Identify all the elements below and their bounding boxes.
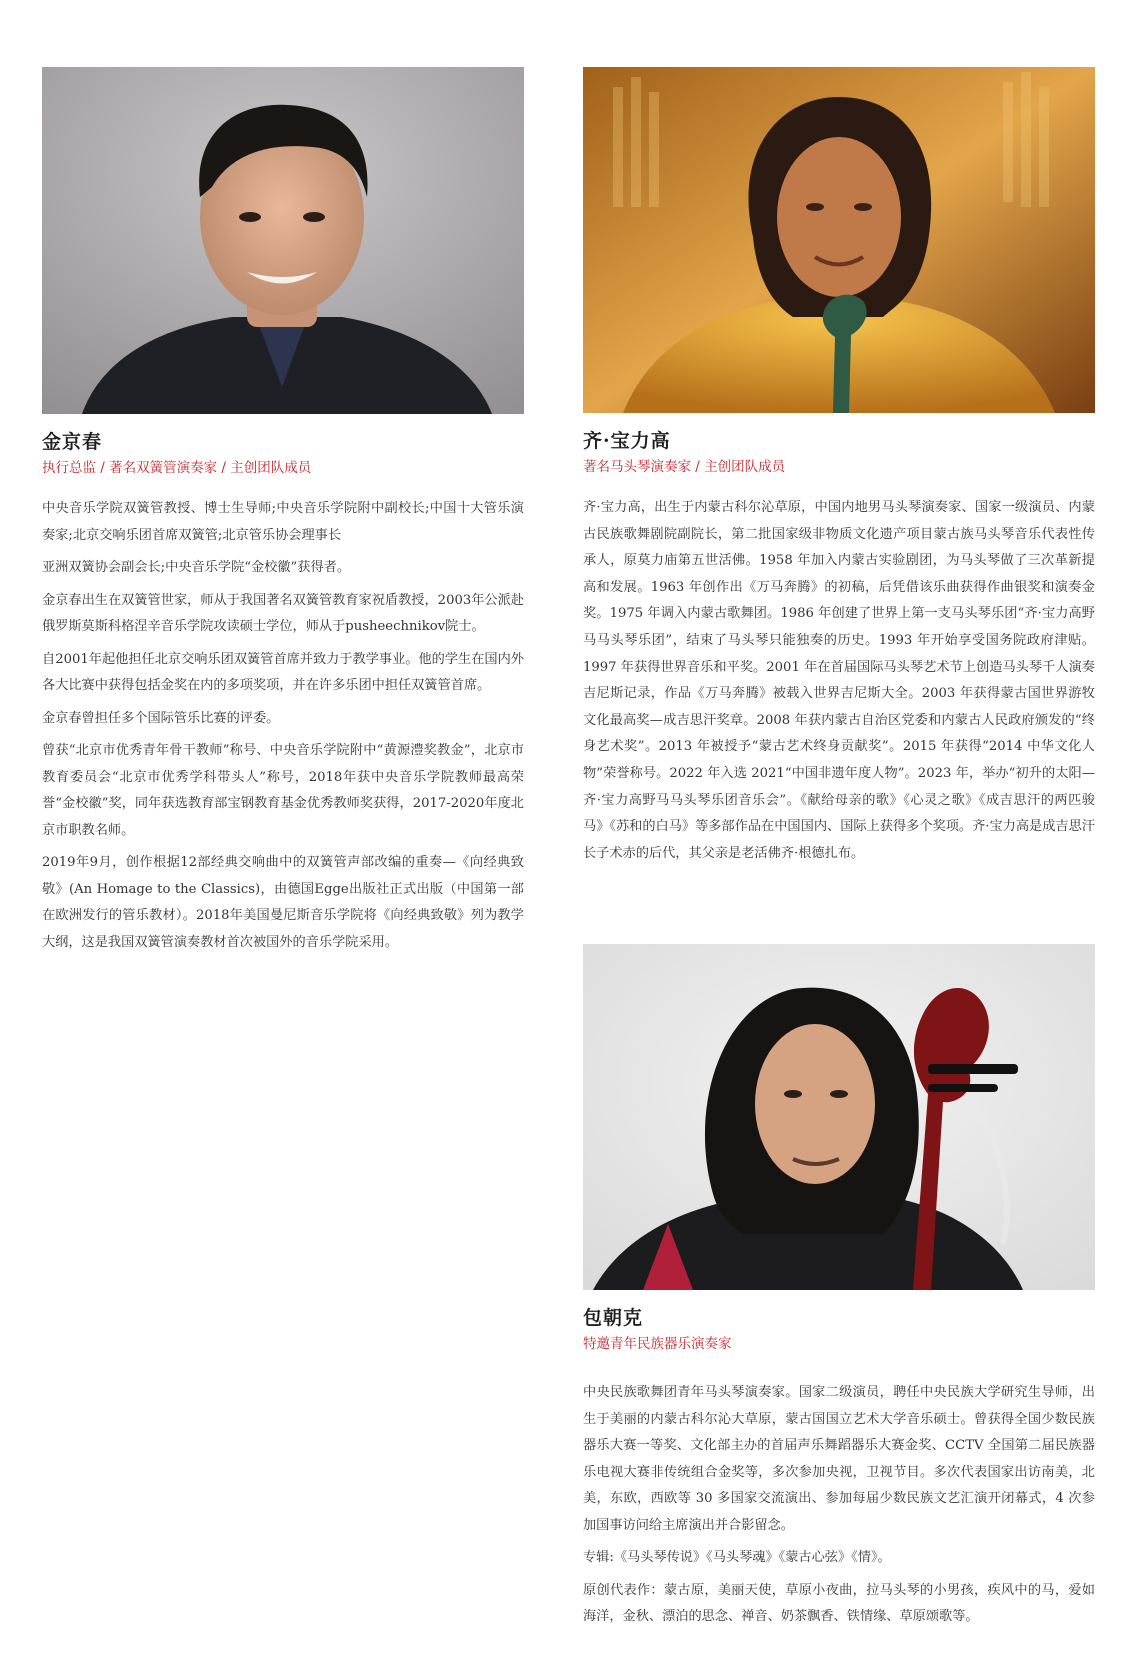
person-role: 特邀青年民族器乐演奏家 (583, 1336, 732, 1352)
portrait-photo-jin (42, 67, 524, 414)
bio-paragraph: 齐·宝力高，出生于内蒙古科尔沁草原，中国内地男马头琴演奏家、国家一级演员、内蒙古民族歌舞剧院副院长，第二批国家级非物质文化遗产项目蒙古族马头琴音乐代表性传承人，原莫力庙第五世活佛。1958 年加入内蒙古实验剧团，为马头琴做了三次革新提高和发展。1963 年创作出《万马奔腾》的初稿，后凭借该乐曲获得作曲银奖和演奏金奖。1975 年调入内蒙古歌舞团。1986 年创建了世界上第一支马头琴乐团“齐·宝力高野马马头琴乐团”，结束了马头琴只能独奏的历史。1993 年开始享受国务院政府津贴。1997 年获得世界音乐和平奖。2001 年在首届国际马头琴艺术节上创造马头琴千人演奏吉尼斯记录，作品《万马奔腾》被载入世界吉尼斯大全。2003 年获得蒙古国世界游牧文化最高奖—成吉思汗奖章。2008 年获内蒙古自治区党委和内蒙古人民政府颁发的“终身艺术奖”。2013 年被授予“蒙古艺术终身贡献奖”。2015 年获得“2014 中华文化人物”荣誉称号。2022 年入选 2021“中国非遗年度人物”。2023 年，举办“初升的太阳—齐·宝力高野马马头琴乐团音乐会”。《献给母亲的歌》《心灵之歌》《成吉思汗的两匹骏马》《苏和的白马》等多部作品在中国国内、国际上获得多个奖项。齐·宝力高是成吉思汗长子术赤的后代，其父亲是老活佛齐·根德扎布。 (583, 500, 1095, 861)
person-name: 金京春 (42, 431, 103, 453)
bio-paragraph: 中央音乐学院双簧管教授、博士生导师;中央音乐学院附中副校长;中国十大管乐演奏家;北京交响乐团首席双簧管;北京管乐协会理事长 (42, 501, 524, 543)
bio-paragraph: 曾获“北京市优秀青年骨干教师”称号、中央音乐学院附中“黄源澧奖教金”，北京市教育委员会“北京市优秀学科带头人”称号，2018年获中央音乐学院教师最高荣誉“金校徽”奖，同年获选教育部宝钢教育基金优秀教师奖获得，2017-2020年度北京市职教名师。 (42, 743, 524, 838)
bio-text (583, 495, 1095, 867)
person-name: 齐·宝力高 (583, 430, 671, 452)
bio-paragraph: 中央民族歌舞团青年马头琴演奏家。国家二级演员，聘任中央民族大学研究生导师，出生于美丽的内蒙古科尔沁大草原，蒙古国国立艺术大学音乐硕士。曾获得全国少数民族器乐大赛一等奖、文化部主办的首届声乐舞蹈器乐大赛金奖、CCTV 全国第二届民族器乐电视大赛非传统组合金奖等，多次参加央视，卫视节目。多次代表国家出访南美，北美，东欧，西欧等 30 多国家交流演出、参加每届少数民族文艺汇演开闭幕式，4 次参加国事访问给主席演出并合影留念。 (583, 1385, 1095, 1533)
person-role: 著名马头琴演奏家 / 主创团队成员 (583, 459, 786, 475)
portrait-photo-bao (583, 944, 1095, 1290)
bio-paragraph: 2019年9月，创作根据12部经典交响曲中的双簧管声部改编的重奏—《向经典致敬》(An Homage to the Classics)，由德国Egge出版社正式出版（中国第一部在欧洲发行的管乐教材）。2018年美国曼尼斯音乐学院将《向经典致敬》列为教学大纲，这是我国双簧管演奏教材首次被国外的音乐学院采用。 (42, 855, 524, 950)
bio-text (42, 496, 524, 956)
bio-paragraph: 自2001年起他担任北京交响乐团双簧管首席并致力于教学事业。他的学生在国内外各大比赛中获得包括金奖在内的多项奖项，并在许多乐团中担任双簧管首席。 (42, 651, 524, 693)
bio-paragraph: 亚洲双簧协会副会长;中央音乐学院“金校徽”获得者。 (42, 560, 351, 575)
bio-paragraph: 金京春出生在双簧管世家，师从于我国著名双簧管教育家祝盾教授，2003年公派赴俄罗斯莫斯科格涅辛音乐学院攻读硕士学位，师从于pusheechnikov院士。 (42, 592, 524, 634)
bio-text (583, 1380, 1095, 1631)
profile-bao-chaoke (583, 944, 1095, 1637)
person-role: 执行总监 / 著名双簧管演奏家 / 主创团队成员 (42, 460, 312, 476)
profile-jin-jingchun (42, 67, 524, 962)
person-name: 包朝克 (583, 1307, 644, 1329)
bio-paragraph: 专辑:《马头琴传说》《马头琴魂》《蒙古心弦》《情》。 (583, 1550, 891, 1565)
bio-paragraph: 金京春曾担任多个国际管乐比赛的评委。 (42, 710, 280, 726)
bio-paragraph: 原创代表作：蒙古原，美丽天使，草原小夜曲，拉马头琴的小男孩，疾风中的马，爱如海洋，金秋、漂泊的思念、禅音、奶茶飘香、铁情缘、草原颂歌等。 (583, 1582, 1095, 1624)
portrait-photo-qi (583, 67, 1095, 413)
profile-qi-baoligao (583, 67, 1095, 867)
